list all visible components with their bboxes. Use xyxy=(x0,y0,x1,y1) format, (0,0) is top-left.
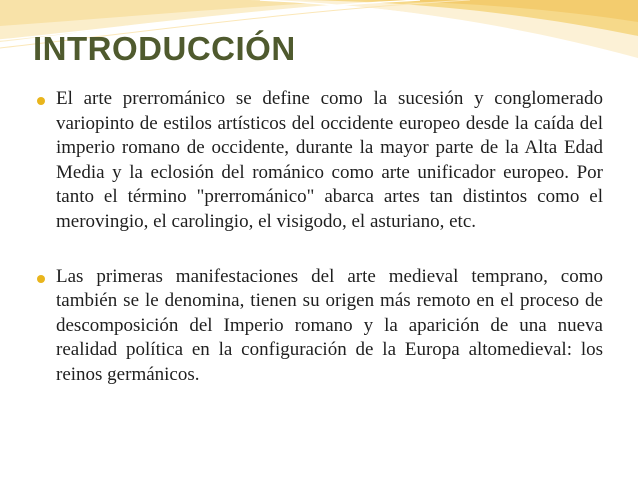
bullet-dot-icon xyxy=(37,275,45,283)
bullet-dot-icon xyxy=(37,97,45,105)
bullet-item xyxy=(37,87,603,235)
bullet-text: El arte prerrománico se define como la sucesión y conglomerado variopinto de estilos artísticos del occidente europeo desde la caída del imperio romano de occidente, durante la mayor parte de la Alta Edad Media y la eclosión del románico como arte unificador europeo. Por tanto el término "prerrománico" abarca artes tan distintos como el merovingio, el carolingio, el visigodo, el asturiano, etc. xyxy=(56,88,603,232)
bullet-list xyxy=(37,87,603,388)
slide-title: INTRODUCCIÓN xyxy=(33,30,296,67)
bullet-text: Las primeras manifestaciones del arte medieval temprano, como también se le denomina, tienen su origen más remoto en el proceso de descomposición del Imperio romano y la aparición de una nueva realidad política en la configuración de la Europa altomedieval: los reinos germánicos. xyxy=(56,265,603,385)
bullet-item xyxy=(37,265,603,388)
